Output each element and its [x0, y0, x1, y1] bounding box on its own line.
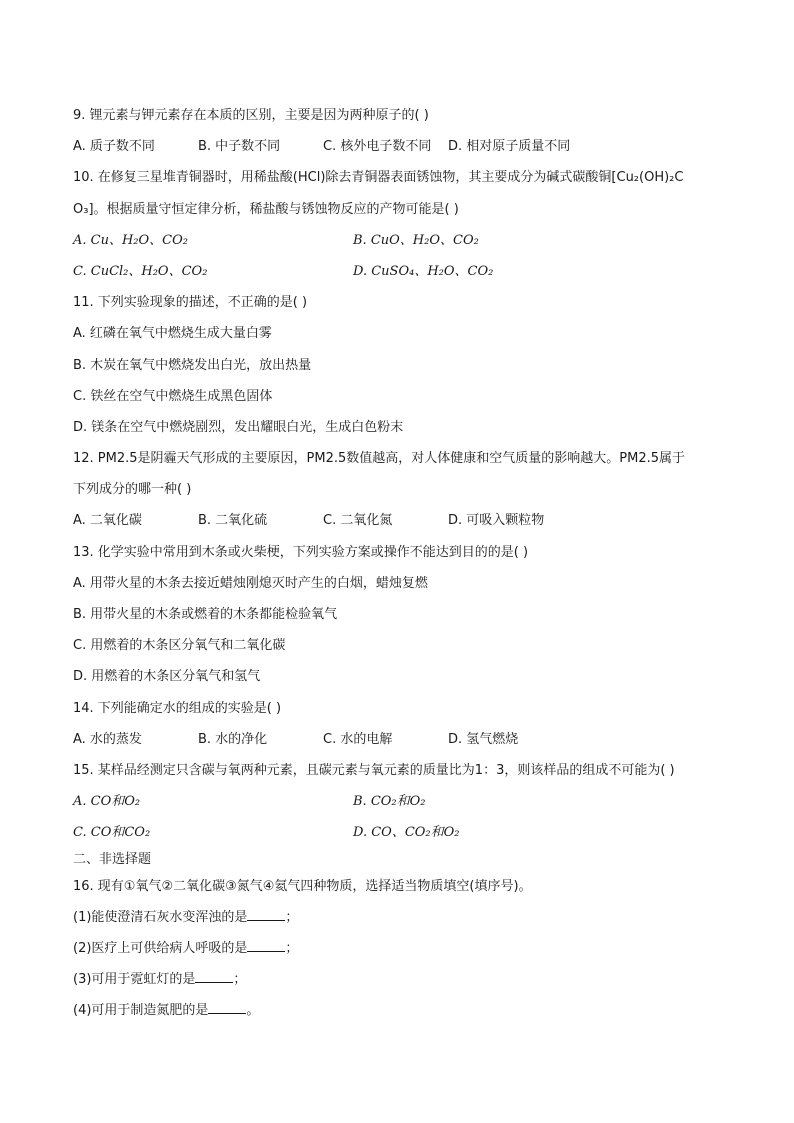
q13-option-a: A. 用带火星的木条去接近蜡烛刚熄灭时产生的白烟，蜡烛复燃 — [73, 575, 428, 591]
q16-item-3-end: ； — [233, 972, 247, 988]
q14-options — [73, 724, 733, 755]
q12-option-b: B. 二氧化硫 — [198, 513, 268, 529]
q15-option-d: D. CO、CO₂和O₂ — [353, 825, 460, 841]
q10-option-c: C. CuCl₂、H₂O、CO₂ — [73, 263, 208, 279]
q11-option-a: A. 红磷在氧气中燃烧生成大量白雾 — [73, 326, 272, 342]
q16-item-4-text: (4)可用于制造氮肥的是 — [73, 1003, 209, 1019]
q12-option-a: A. 二氧化碳 — [73, 513, 142, 529]
exam-page — [73, 100, 733, 1026]
q16-item-2-text: (2)医疗上可供给病人呼吸的是 — [73, 940, 248, 956]
q14-option-a: A. 水的蒸发 — [73, 731, 142, 747]
q9-option-b: B. 中子数不同 — [198, 139, 281, 155]
q12-stem-line1: 12. PM2.5是阴霾天气形成的主要原因，PM2.5数值越高，对人体健康和空气质量的影响越大。PM2.5属于 — [73, 451, 685, 467]
q15-option-a: A. CO和O₂ — [73, 794, 141, 810]
q10-options-row2 — [73, 256, 733, 287]
q9-option-d: D. 相对原子质量不同 — [448, 139, 571, 155]
q15-options-row2 — [73, 817, 733, 848]
q16-item-4 — [73, 995, 733, 1026]
q14-stem: 14. 下列能确定水的组成的实验是( ) — [73, 700, 282, 716]
q16-item-2-end: ； — [285, 940, 299, 956]
q10-option-d: D. CuSO₄、H₂O、CO₂ — [353, 263, 494, 279]
q9-option-a: A. 质子数不同 — [73, 139, 155, 155]
q11-option-d: D. 镁条在空气中燃烧剧烈，发出耀眼白光，生成白色粉末 — [73, 419, 404, 435]
q16-item-3 — [73, 964, 733, 995]
q16-item-2-blank[interactable] — [247, 939, 285, 952]
q15-options-row1 — [73, 786, 733, 817]
q16-item-3-blank[interactable] — [195, 970, 233, 983]
q16-item-2 — [73, 933, 733, 964]
q11-stem: 11. 下列实验现象的描述，不正确的是( ) — [73, 295, 308, 311]
q14-option-d: D. 氢气燃烧 — [448, 731, 519, 747]
section-heading: 二、非选择题 — [73, 851, 152, 867]
q13-option-c: C. 用燃着的木条区分氧气和二氧化碳 — [73, 638, 286, 654]
q13-option-d: D. 用燃着的木条区分氧气和氢气 — [73, 669, 261, 685]
q12-stem-line2: 下列成分的哪一种( ) — [73, 482, 192, 498]
q16-item-4-blank[interactable] — [208, 1001, 246, 1014]
q13-stem: 13. 化学实验中常用到木条或火柴梗，下列实验方案或操作不能达到目的的是( ) — [73, 544, 529, 560]
q15-stem: 15. 某样品经测定只含碳与氧两种元素，且碳元素与氧元素的质量比为1：3，则该样品的组成不可能为( ) — [73, 762, 675, 778]
q16-item-1 — [73, 902, 733, 933]
q15-option-b: B. CO₂和O₂ — [353, 794, 426, 810]
q12-options — [73, 505, 733, 536]
q10-option-a: A. Cu、H₂O、CO₂ — [73, 232, 188, 248]
q10-option-b: B. CuO、H₂O、CO₂ — [353, 232, 479, 248]
q10-stem-line2: O₃]。根据质量守恒定律分析，稀盐酸与锈蚀物反应的产物可能是( ) — [73, 201, 459, 217]
q16-item-4-end: 。 — [246, 1003, 260, 1019]
q16-item-3-text: (3)可用于霓虹灯的是 — [73, 972, 196, 988]
q10-options-row1 — [73, 225, 733, 256]
q9-stem: 9. 锂元素与钾元素存在本质的区别，主要是因为两种原子的( ) — [73, 108, 429, 123]
q16-item-1-blank[interactable] — [247, 908, 285, 921]
q12-option-d: D. 可吸入颗粒物 — [448, 513, 545, 529]
q11-option-b: B. 木炭在氧气中燃烧发出白光，放出热量 — [73, 357, 312, 373]
q14-option-c: C. 水的电解 — [323, 731, 393, 747]
q16-item-1-text: (1)能使澄清石灰水变浑浊的是 — [73, 909, 248, 925]
q11-option-c: C. 铁丝在空气中燃烧生成黑色固体 — [73, 388, 273, 404]
q16-item-1-end: ； — [285, 909, 299, 925]
q9-option-c: C. 核外电子数不同 — [323, 139, 432, 155]
q13-option-b: B. 用带火星的木条或燃着的木条都能检验氧气 — [73, 607, 338, 622]
q14-option-b: B. 水的净化 — [198, 731, 268, 747]
q12-option-c: C. 二氧化氮 — [323, 513, 393, 529]
q9-options — [73, 131, 733, 162]
q15-option-c: C. CO和CO₂ — [73, 825, 151, 841]
q16-stem: 16. 现有①氧气②二氧化碳③氮气④氦气四种物质，选择适当物质填空(填序号)。 — [73, 878, 532, 894]
q10-stem-line1: 10. 在修复三星堆青铜器时，用稀盐酸(HCl)除去青铜器表面锈蚀物，其主要成分为碱式碳酸铜[Cu₂(OH)₂C — [73, 170, 684, 186]
